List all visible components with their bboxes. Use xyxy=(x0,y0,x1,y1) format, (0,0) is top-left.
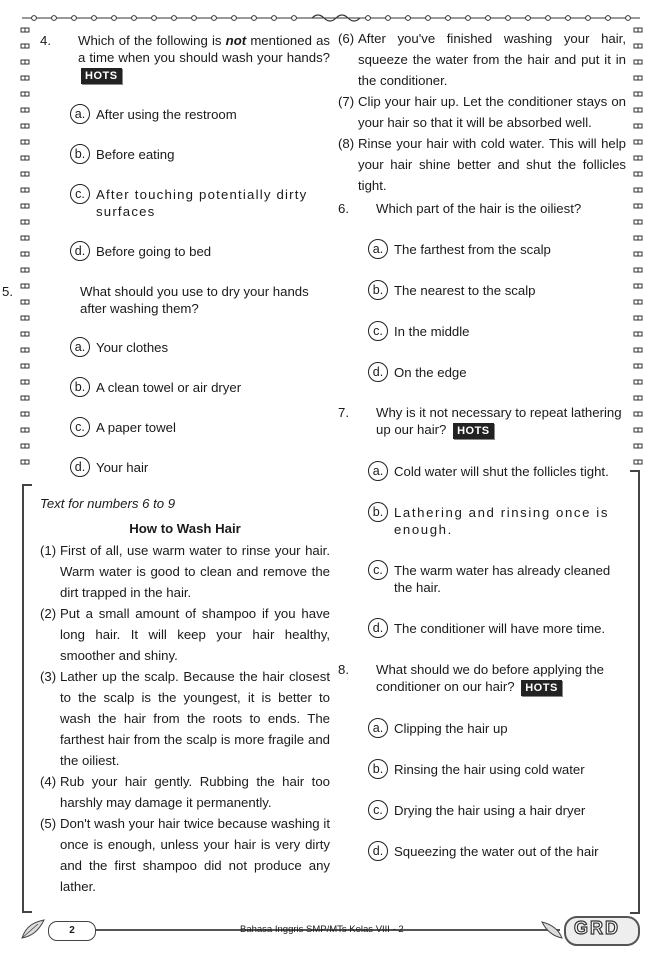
leaf-ornament-icon xyxy=(540,920,564,940)
option-c[interactable] xyxy=(368,562,626,596)
step-number: (4) xyxy=(40,774,57,789)
step-number: (1) xyxy=(40,543,57,558)
option-a[interactable] xyxy=(368,463,626,480)
question-7 xyxy=(338,404,626,439)
option-a[interactable] xyxy=(70,339,330,356)
step-text: Put a small amount of shampoo if you have long hair. It will keep your hair healthy, smoother and shiny. xyxy=(60,606,330,663)
hots-badge: HOTS xyxy=(81,68,122,84)
option-letter-circle: d. xyxy=(70,457,90,477)
option-b[interactable] xyxy=(368,504,626,538)
question-8 xyxy=(338,661,626,696)
option-a[interactable] xyxy=(70,106,330,123)
option-letter-circle: d. xyxy=(70,241,90,261)
hots-badge: HOTS xyxy=(453,423,494,439)
option-letter-circle: d. xyxy=(368,618,388,638)
option-letter-circle: a. xyxy=(368,239,388,259)
option-text: A paper towel xyxy=(96,420,176,435)
question-number: 7. xyxy=(338,405,349,420)
option-letter-circle: c. xyxy=(70,417,90,437)
question-5 xyxy=(2,283,330,317)
option-letter-circle: b. xyxy=(70,144,90,164)
option-letter-circle: a. xyxy=(368,718,388,738)
question-4 xyxy=(40,32,330,84)
step-text: First of all, use warm water to rinse your hair. Warm water is good to clean and remove the dirt trapped in the hair. xyxy=(60,543,330,600)
page-number: 2 xyxy=(48,921,96,941)
stem-emphasis: not xyxy=(225,33,247,48)
option-b[interactable] xyxy=(70,379,330,396)
reading-step-5 xyxy=(40,813,330,897)
publisher-logo: GRD xyxy=(574,918,620,938)
stem-text: What should we do before applying the conditioner on our hair? xyxy=(376,662,604,694)
option-a[interactable] xyxy=(368,241,626,258)
step-text: Rinse your hair with cold water. This will help your hair shine better and shut the follicles tight. xyxy=(358,136,626,193)
option-text: In the middle xyxy=(394,324,470,339)
leaf-ornament-icon xyxy=(20,918,46,940)
step-text: Lather up the scalp. Because the hair closest to the scalp is the youngest, it is better to wash the hair from the roots to ends. The farthest hair from the scalp is more fragile and the oiliest. xyxy=(60,669,330,768)
option-c[interactable] xyxy=(368,802,626,819)
option-text: The farthest from the scalp xyxy=(394,242,551,257)
option-text: Clipping the hair up xyxy=(394,721,508,736)
question-stem xyxy=(376,404,626,439)
step-number: (6) xyxy=(338,31,355,46)
option-b[interactable] xyxy=(368,282,626,299)
question-number: 8. xyxy=(338,662,349,677)
option-text: The nearest to the scalp xyxy=(394,283,536,298)
step-number: (7) xyxy=(338,94,355,109)
option-text: On the edge xyxy=(394,365,467,380)
option-letter-circle: a. xyxy=(368,461,388,481)
option-a[interactable] xyxy=(368,720,626,737)
option-letter-circle: c. xyxy=(368,800,388,820)
option-d[interactable] xyxy=(368,843,626,860)
option-text: Rinsing the hair using cold water xyxy=(394,762,585,777)
option-text: A clean towel or air dryer xyxy=(96,380,242,395)
step-number: (3) xyxy=(40,669,57,684)
option-letter-circle: d. xyxy=(368,362,388,382)
option-text: Drying the hair using a hair dryer xyxy=(394,803,586,818)
reading-intro: Text for numbers 6 to 9 xyxy=(40,496,176,511)
step-number: (8) xyxy=(338,136,355,151)
option-c[interactable] xyxy=(70,419,330,436)
option-text: After touching potentially dirty surfaces xyxy=(96,187,308,219)
option-letter-circle: a. xyxy=(70,104,90,124)
question-stem xyxy=(78,32,330,84)
stem-text: Why is it not necessary to repeat lathering up our hair? xyxy=(376,405,622,437)
reading-step-7 xyxy=(338,91,626,133)
option-text: Cold water will shut the follicles tight. xyxy=(394,464,609,479)
option-c[interactable] xyxy=(368,323,626,340)
stem-text: mentioned as a time when you should wash your hands? xyxy=(78,33,330,65)
option-b[interactable] xyxy=(368,761,626,778)
option-text: Your clothes xyxy=(96,340,169,355)
step-number: (2) xyxy=(40,606,57,621)
question-number: 4. xyxy=(40,33,51,48)
question-stem xyxy=(376,661,626,696)
top-decorative-border xyxy=(22,12,640,24)
left-text-panel-border xyxy=(22,484,32,913)
left-column xyxy=(2,30,330,897)
reading-step-8 xyxy=(338,133,626,196)
option-text: Before eating xyxy=(96,147,175,162)
option-text: The warm water has already cleaned the hair. xyxy=(394,563,611,595)
option-text: The conditioner will have more time. xyxy=(394,621,606,636)
option-text: After using the restroom xyxy=(96,107,237,122)
question-6 xyxy=(338,200,626,217)
option-letter-circle: b. xyxy=(368,280,388,300)
option-d[interactable] xyxy=(368,620,626,637)
option-letter-circle: c. xyxy=(368,560,388,580)
right-text-panel-border xyxy=(630,470,640,914)
right-decorative-border xyxy=(633,22,643,482)
step-text: After you've finished washing your hair, squeeze the water from the hair and put it in the conditioner. xyxy=(358,31,626,88)
step-text: Clip your hair up. Let the conditioner stays on your hair so that it will be absorbed well. xyxy=(358,94,626,130)
reading-steps xyxy=(40,540,330,897)
option-d[interactable] xyxy=(70,243,330,260)
question-stem: Which part of the hair is the oiliest? xyxy=(376,201,582,216)
hots-badge: HOTS xyxy=(521,680,562,696)
option-letter-circle: d. xyxy=(368,841,388,861)
reading-step-6 xyxy=(338,28,626,91)
option-letter-circle: c. xyxy=(368,321,388,341)
option-text: Squeezing the water out of the hair xyxy=(394,844,599,859)
question-stem: What should you use to dry your hands after washing them? xyxy=(80,284,309,316)
option-text: Your hair xyxy=(96,460,149,475)
question-number: 6. xyxy=(338,201,349,216)
option-letter-circle: b. xyxy=(368,759,388,779)
step-text: Rub your hair gently. Rubbing the hair too harshly may damage it permanently. xyxy=(60,774,330,810)
left-decorative-border xyxy=(20,22,30,482)
question-number: 5. xyxy=(2,284,13,299)
option-c[interactable] xyxy=(70,186,330,220)
reading-steps-continued xyxy=(338,28,626,196)
option-d[interactable] xyxy=(368,364,626,381)
option-letter-circle: c. xyxy=(70,184,90,204)
option-d[interactable] xyxy=(70,459,330,476)
right-column xyxy=(338,30,626,860)
reading-step-1 xyxy=(40,540,330,603)
option-text: Before going to bed xyxy=(96,244,212,259)
option-text: Lathering and rinsing once is enough. xyxy=(394,505,610,537)
option-letter-circle: a. xyxy=(70,337,90,357)
reading-title: How to Wash Hair xyxy=(129,521,241,536)
option-letter-circle: b. xyxy=(368,502,388,522)
reading-step-3 xyxy=(40,666,330,771)
option-letter-circle: b. xyxy=(70,377,90,397)
stem-text: Which of the following is xyxy=(78,33,226,48)
step-number: (5) xyxy=(40,816,57,831)
book-title: Bahasa Inggris SMP/MTs Kelas VIII - 2 xyxy=(240,924,404,935)
step-text: Don't wash your hair twice because washing it once is enough, unless your hair is very dirty and the first shampoo did not produce any lather. xyxy=(60,816,330,894)
option-b[interactable] xyxy=(70,146,330,163)
reading-step-2 xyxy=(40,603,330,666)
reading-step-4 xyxy=(40,771,330,813)
